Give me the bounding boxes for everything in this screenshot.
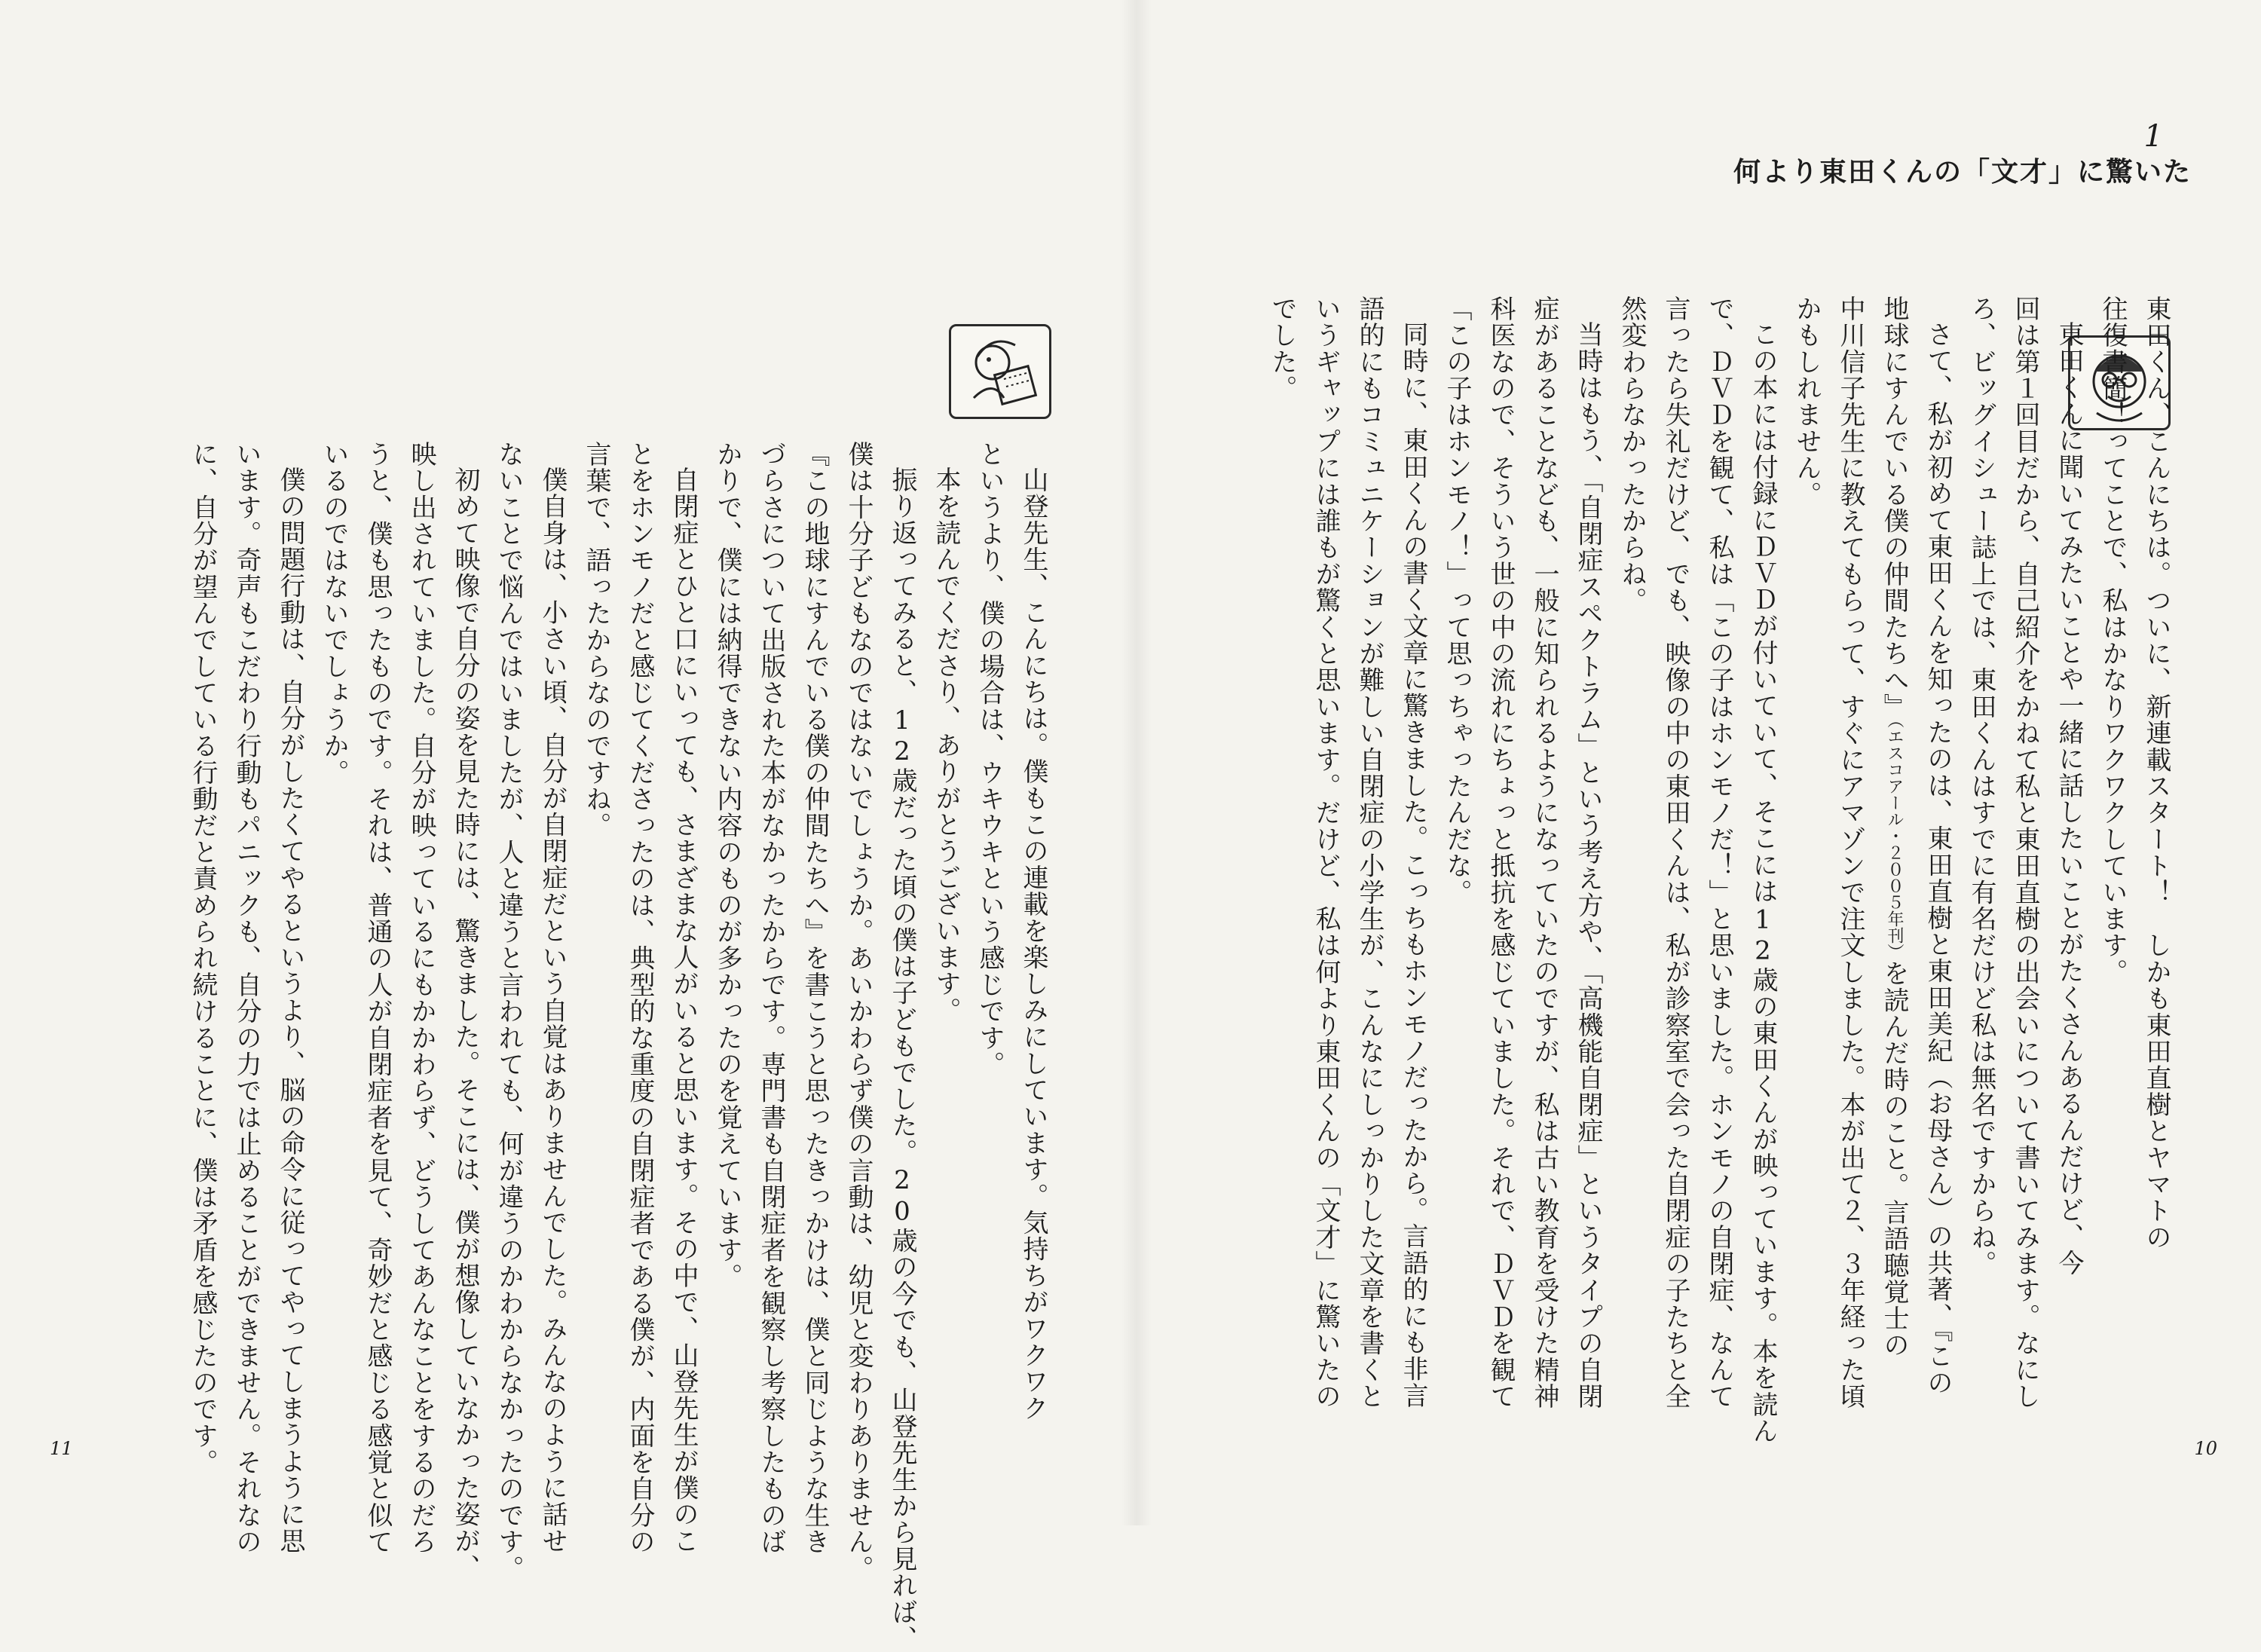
left-line: 初めて映像で自分の姿を見た時には、驚きました。そこには、僕が想像していなかった姿が、 xyxy=(450,467,480,1581)
right-line: 症があることなども、一般に知られるようになっていたのですが、私は古い教育を受けた精神 xyxy=(1529,295,1559,1410)
book-note: （エスコアール・２００５年刊） xyxy=(1885,720,1904,961)
right-line: 中川信子先生に教えてもらって、すぐにアマゾンで注文しました。本が出て２、３年経った頃 xyxy=(1835,295,1865,1410)
left-line: とをホンモノだと感じてくださったのは、典型的な重度の自閉症者である僕が、内面を自分の xyxy=(625,441,655,1556)
chapter-number: 1 xyxy=(2143,119,2163,154)
higashida-portrait-icon xyxy=(949,324,1051,419)
left-line: 映し出されていました。自分が映っているにもかかわらず、どうしてあんなことをするのだろ xyxy=(406,441,436,1556)
right-line: 同時に、東田くんの書く文章に驚きました。こっちもホンモノだったから。言語的にも非言 xyxy=(1398,321,1428,1409)
left-line: 本を読んでくださり、ありがとうございます。 xyxy=(931,467,961,1024)
right-line: 言ったら失礼だけど、でも、映像の中の東田くんは、私が診察室で会った自閉症の子たちと全 xyxy=(1660,295,1690,1410)
right-line: で、ＤＶＤを観て、私は「この子はホンモノだ！」と思いました。ホンモノの自閉症、なんて xyxy=(1704,295,1734,1410)
right-line: さて、私が初めて東田くんを知ったのは、東田直樹と東田美紀（お母さん）の共著、『この xyxy=(1923,321,1953,1397)
left-line: 言葉で、語ったからなのですね。 xyxy=(581,441,611,839)
right-line: 東田くん、こんにちは。ついに、新連載スタート！ しかも東田直樹とヤマトの xyxy=(2141,295,2171,1251)
right-line: 然変わらなかったからね。 xyxy=(1617,295,1647,614)
book-title: 地球にすんでいる僕の仲間たちへ』 xyxy=(1879,295,1909,720)
right-line: 当時はもう、「自閉症スペクトラム」という考え方や、「高機能自閉症」というタイプの自閉 xyxy=(1573,321,1603,1410)
right-line: 「この子はホンモノ！」って思っちゃったんだな。 xyxy=(1442,295,1472,906)
chapter-title: 何より東田くんの「文才」に驚いた xyxy=(1733,157,2192,188)
left-line: に、自分が望んでしている行動だと責められ続けることに、僕は矛盾を感じたのです。 xyxy=(188,441,218,1476)
left-line: ないことで悩んではいましたが、人と違うと言われても、何が違うのかわからなかったのです。 xyxy=(494,441,524,1582)
left-line: 僕の問題行動は、自分がしたくてやるというより、脳の命令に従ってやってしまうように思 xyxy=(275,467,305,1555)
page-gutter xyxy=(1121,0,1152,1525)
right-line: でした。 xyxy=(1267,295,1297,402)
left-line: かりで、僕には納得できない内容のものが多かったのを覚えています。 xyxy=(712,441,742,1290)
right-line: この本には付録にＤＶＤが付いていて、そこには12歳の東田くんが映っています。本を読ん xyxy=(1748,321,1778,1445)
left-line: います。奇声もこだわり行動もパニックも、自分の力では止めることができません。それなの xyxy=(231,441,262,1556)
right-line: 科医なので、そういう世の中の流れにちょっと抵抗を感じていました。それで、ＤＶＤを観て xyxy=(1485,295,1516,1410)
left-line: うと、僕も思ったものです。それは、普通の人が自閉症者を見て、奇妙だと感じる感覚と似て xyxy=(363,441,393,1556)
right-line: いうギャップには誰もが驚くと思います。だけど、私は何より東田くんの「文才」に驚いたの xyxy=(1311,295,1341,1410)
left-line: というより、僕の場合は、ウキウキという感じです。 xyxy=(974,441,1005,1078)
left-line: 『この地球にすんでいる僕の仲間たちへ』を書こうと思ったきっかけは、僕と同じような生き xyxy=(800,441,830,1556)
book-title-continued: を読んだ時のこと。言語聴覚士の xyxy=(1879,960,1909,1359)
right-line: 東田くんに聞いてみたいことや一緒に話したいことがたくさんあるんだけど、今 xyxy=(2054,321,2084,1277)
left-line: 僕自身は、小さい頃、自分が自閉症だという自覚はありませんでした。みんなのように話せ xyxy=(537,467,568,1555)
right-line: かもしれません。 xyxy=(1791,295,1822,508)
page-number-left: 11 xyxy=(50,1438,73,1459)
left-line: 振り返ってみると、12歳だった頃の僕は子どもでした。20歳の今でも、山登先生から見れば、 xyxy=(887,467,917,1652)
left-page-text xyxy=(181,441,1055,1652)
left-line: 自閉症とひと口にいっても、さまざまな人がいると思います。その中で、山登先生が僕のこ xyxy=(669,467,699,1555)
right-line: ろ、ビッグイシュー誌上では、東田くんはすでに有名だけど私は無名ですからね。 xyxy=(1966,295,1996,1277)
right-line: 回は第１回目だから、自己紹介をかねて私と東田直樹の出会いについて書いてみます。なにし xyxy=(2010,295,2040,1410)
left-line: 山登先生、こんにちは。僕もこの連載を楽しみにしています。気持ちがワクワク xyxy=(1018,467,1048,1422)
right-line: 往復書簡！ってことで、私はかなりワクワクしています。 xyxy=(2097,295,2128,986)
right-line: 語的にもコミュニケーションが難しい自閉症の小学生が、こんなにしっかりした文章を書くと xyxy=(1354,295,1384,1410)
right-line xyxy=(1872,295,1916,1359)
page-number-right: 10 xyxy=(2194,1438,2217,1459)
left-line: いるのではないでしょうか。 xyxy=(319,441,349,786)
left-line: づらさについて出版された本がなかったからです。専門書も自閉症者を観察し考察したものば xyxy=(756,441,786,1556)
left-line: 僕は十分子どもなのではないでしょうか。あいかわらず僕の言動は、幼児と変わりありません。 xyxy=(843,441,873,1582)
right-page-text xyxy=(1260,295,2178,1445)
